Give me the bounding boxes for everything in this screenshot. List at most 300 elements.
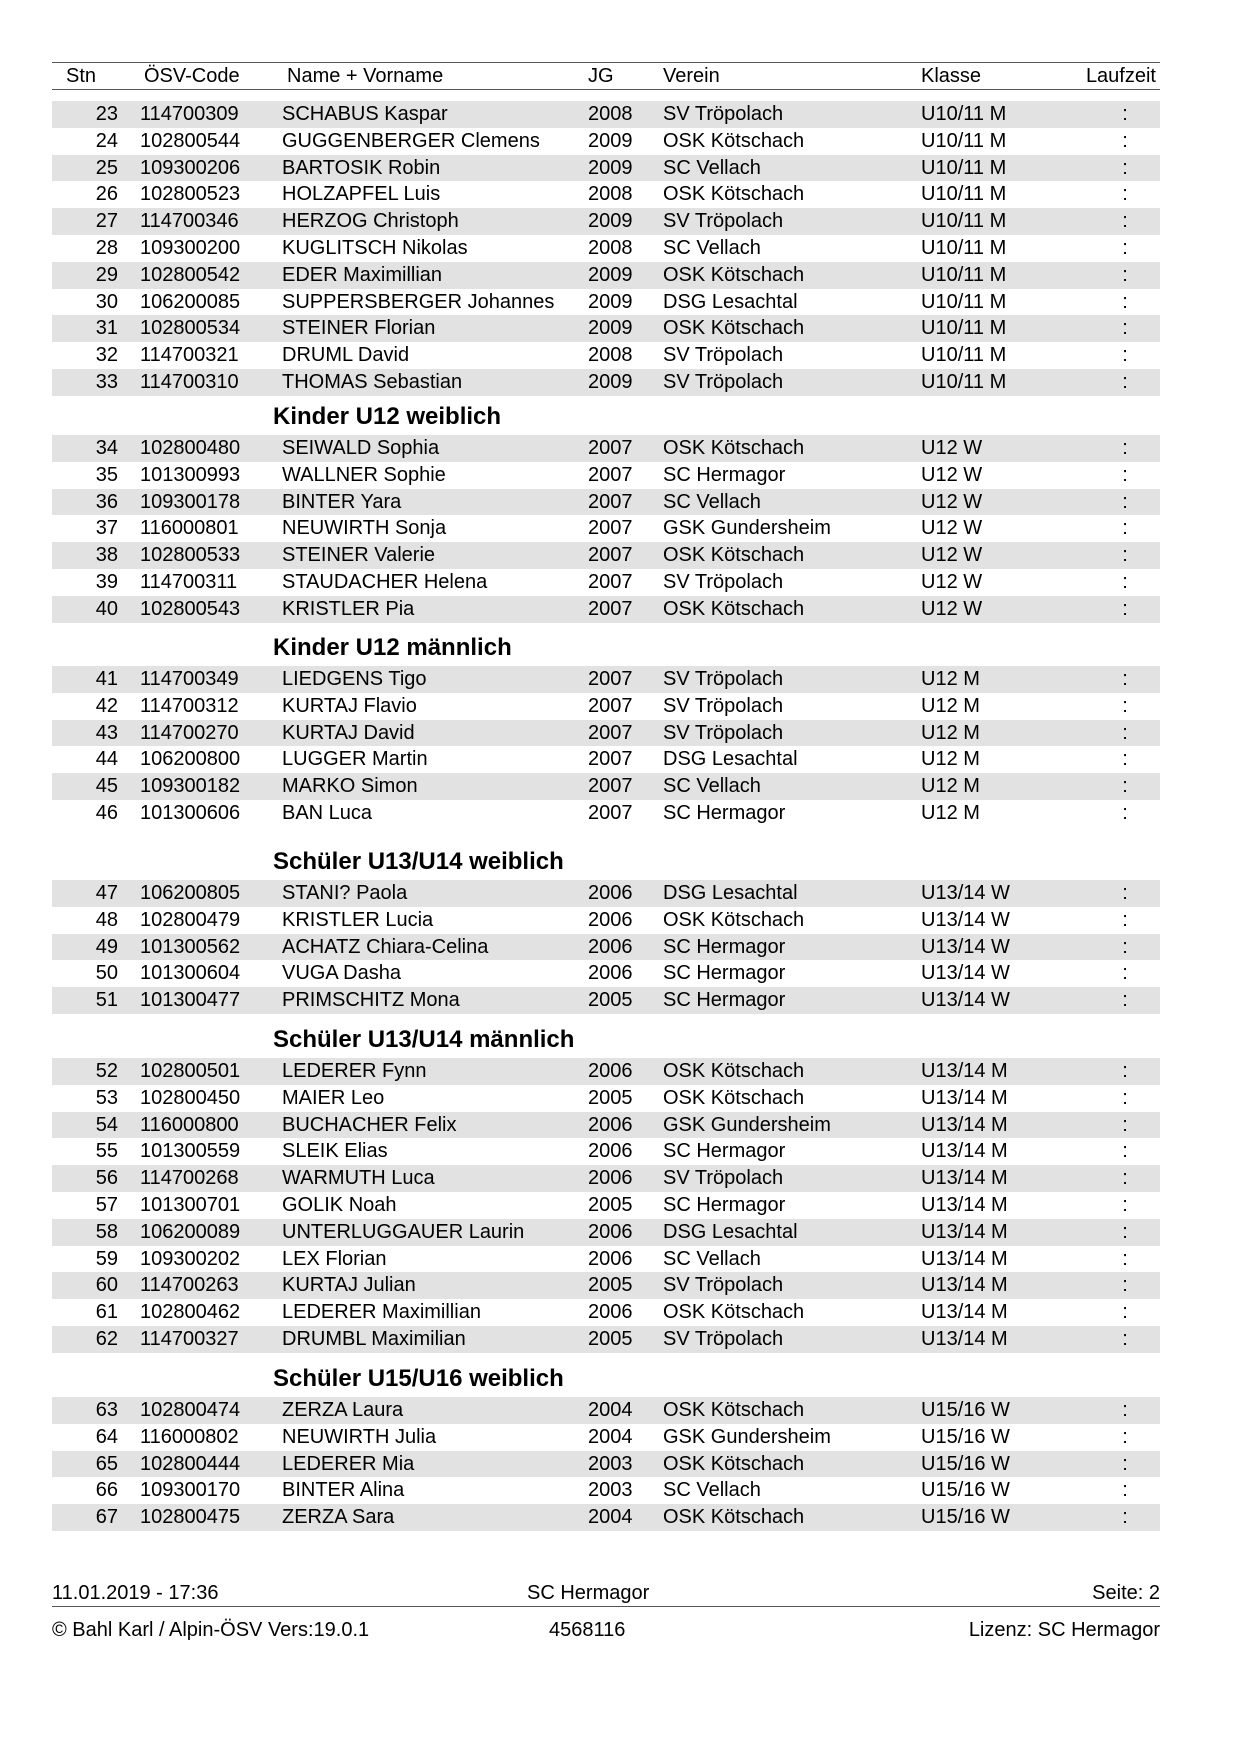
cell-klasse: U13/14 M bbox=[921, 1247, 1008, 1270]
cell-name: NEUWIRTH Sonja bbox=[282, 517, 447, 540]
table-row bbox=[52, 235, 1160, 262]
cell-jg: 2008 bbox=[588, 103, 633, 125]
cell-code: 101300993 bbox=[140, 463, 241, 486]
cell-name: KURTAJ Flavio bbox=[282, 694, 417, 717]
cell-code: 114700346 bbox=[140, 210, 239, 233]
cell-code: 102800544 bbox=[140, 129, 241, 152]
cell-laufzeit: : bbox=[1122, 801, 1128, 824]
cell-laufzeit: : bbox=[1122, 344, 1128, 367]
cell-klasse: U12 W bbox=[921, 463, 983, 486]
cell-verein: GSK Gundersheim bbox=[663, 517, 831, 540]
table-row bbox=[52, 569, 1160, 596]
group-title: Schüler U13/U14 weiblich bbox=[273, 848, 564, 875]
cell-verein: SC Hermagor bbox=[663, 935, 786, 958]
cell-code: 102800444 bbox=[140, 1452, 241, 1475]
table-row bbox=[52, 1477, 1160, 1504]
cell-code: 114700312 bbox=[140, 694, 239, 717]
cell-verein: DSG Lesachtal bbox=[663, 748, 798, 771]
table-row bbox=[52, 1246, 1160, 1273]
cell-name: MAIER Leo bbox=[282, 1086, 385, 1109]
cell-jg: 2006 bbox=[588, 1140, 633, 1163]
table-row bbox=[52, 1272, 1160, 1299]
cell-laufzeit: : bbox=[1122, 882, 1128, 904]
cell-name: STANI? Paola bbox=[282, 882, 408, 904]
header-code: ÖSV-Code bbox=[144, 65, 240, 87]
table-row bbox=[52, 1451, 1160, 1478]
cell-verein: OSK Kötschach bbox=[663, 1506, 805, 1529]
table-header bbox=[52, 63, 1160, 89]
cell-name: SLEIK Elias bbox=[282, 1140, 388, 1163]
cell-name: STEINER Florian bbox=[282, 317, 436, 340]
cell-laufzeit: : bbox=[1122, 775, 1128, 798]
cell-laufzeit: : bbox=[1122, 370, 1128, 393]
cell-klasse: U13/14 W bbox=[921, 962, 1010, 985]
cell-laufzeit: : bbox=[1122, 721, 1128, 744]
header-laufzeit: Laufzeit bbox=[1085, 65, 1156, 87]
header-verein: Verein bbox=[663, 65, 720, 87]
cell-verein: SC Vellach bbox=[663, 1479, 761, 1502]
table-row bbox=[52, 208, 1160, 235]
cell-code: 106200805 bbox=[140, 882, 241, 904]
cell-laufzeit: : bbox=[1122, 1327, 1128, 1350]
cell-stn: 49 bbox=[95, 935, 118, 958]
cell-klasse: U13/14 W bbox=[921, 935, 1010, 958]
cell-verein: SV Tröpolach bbox=[663, 694, 784, 717]
cell-jg: 2006 bbox=[588, 935, 633, 958]
table-row bbox=[52, 1138, 1160, 1165]
cell-jg: 2007 bbox=[588, 463, 633, 486]
table-row bbox=[52, 155, 1160, 182]
table-row bbox=[52, 720, 1160, 747]
cell-jg: 2007 bbox=[588, 694, 633, 717]
cell-name: BUCHACHER Felix bbox=[282, 1113, 457, 1136]
cell-name: LEDERER Fynn bbox=[282, 1060, 427, 1082]
cell-name: ZERZA Laura bbox=[282, 1399, 404, 1421]
cell-verein: SC Hermagor bbox=[663, 801, 786, 824]
cell-klasse: U13/14 M bbox=[921, 1193, 1008, 1216]
cell-stn: 48 bbox=[95, 908, 118, 931]
cell-code: 109300170 bbox=[140, 1479, 241, 1502]
cell-verein: SV Tröpolach bbox=[663, 721, 784, 744]
cell-code: 101300606 bbox=[140, 801, 241, 824]
cell-code: 102800475 bbox=[140, 1506, 241, 1529]
cell-name: KUGLITSCH Nikolas bbox=[282, 236, 468, 259]
cell-klasse: U13/14 M bbox=[921, 1167, 1008, 1190]
cell-jg: 2006 bbox=[588, 1167, 633, 1190]
footer-line-2 bbox=[52, 1617, 1160, 1643]
cell-name: NEUWIRTH Julia bbox=[282, 1425, 437, 1448]
cell-name: BINTER Yara bbox=[282, 490, 402, 513]
cell-stn: 52 bbox=[95, 1060, 118, 1082]
cell-name: BINTER Alina bbox=[282, 1479, 405, 1502]
cell-code: 102800450 bbox=[140, 1086, 241, 1109]
cell-name: LEDERER Mia bbox=[282, 1452, 415, 1475]
cell-jg: 2006 bbox=[588, 1220, 633, 1243]
cell-stn: 60 bbox=[95, 1274, 118, 1297]
cell-name: SEIWALD Sophia bbox=[282, 437, 440, 459]
cell-klasse: U10/11 M bbox=[921, 103, 1007, 125]
cell-verein: SV Tröpolach bbox=[663, 344, 784, 367]
cell-verein: DSG Lesachtal bbox=[663, 290, 798, 313]
cell-code: 102800462 bbox=[140, 1301, 241, 1324]
table-row bbox=[52, 800, 1160, 827]
cell-laufzeit: : bbox=[1122, 517, 1128, 540]
cell-laufzeit: : bbox=[1122, 1301, 1128, 1324]
header-jg: JG bbox=[588, 65, 614, 87]
cell-verein: OSK Kötschach bbox=[663, 1452, 805, 1475]
cell-name: WARMUTH Luca bbox=[282, 1167, 435, 1190]
cell-laufzeit: : bbox=[1122, 908, 1128, 931]
cell-stn: 54 bbox=[95, 1113, 118, 1136]
cell-verein: SC Vellach bbox=[663, 236, 761, 259]
cell-stn: 45 bbox=[95, 775, 118, 798]
cell-stn: 44 bbox=[95, 748, 118, 771]
cell-jg: 2005 bbox=[588, 1327, 633, 1350]
table-row bbox=[52, 1112, 1160, 1139]
cell-stn: 51 bbox=[95, 989, 118, 1012]
footer-organizer: SC Hermagor bbox=[527, 1582, 650, 1604]
cell-stn: 47 bbox=[95, 882, 118, 904]
cell-verein: SC Vellach bbox=[663, 156, 761, 179]
table-row bbox=[52, 934, 1160, 961]
cell-verein: SV Tröpolach bbox=[663, 103, 784, 125]
cell-code: 116000801 bbox=[140, 517, 239, 540]
cell-laufzeit: : bbox=[1122, 463, 1128, 486]
cell-name: PRIMSCHITZ Mona bbox=[282, 989, 460, 1012]
cell-klasse: U15/16 W bbox=[921, 1425, 1010, 1448]
cell-jg: 2004 bbox=[588, 1399, 633, 1421]
cell-stn: 53 bbox=[95, 1086, 118, 1109]
cell-code: 114700321 bbox=[140, 344, 239, 367]
cell-klasse: U10/11 M bbox=[921, 344, 1007, 367]
cell-stn: 65 bbox=[95, 1452, 118, 1475]
cell-klasse: U12 W bbox=[921, 437, 983, 459]
cell-laufzeit: : bbox=[1122, 156, 1128, 179]
cell-name: LEX Florian bbox=[282, 1247, 387, 1270]
table-row bbox=[52, 960, 1160, 987]
cell-code: 106200085 bbox=[140, 290, 241, 313]
cell-jg: 2008 bbox=[588, 344, 633, 367]
cell-stn: 32 bbox=[95, 344, 118, 367]
cell-code: 114700311 bbox=[140, 570, 238, 593]
cell-klasse: U13/14 M bbox=[921, 1060, 1008, 1082]
cell-jg: 2007 bbox=[588, 775, 633, 798]
cell-klasse: U13/14 M bbox=[921, 1327, 1008, 1350]
cell-jg: 2008 bbox=[588, 236, 633, 259]
cell-code: 102800474 bbox=[140, 1399, 241, 1421]
cell-jg: 2005 bbox=[588, 989, 633, 1012]
cell-jg: 2006 bbox=[588, 962, 633, 985]
cell-laufzeit: : bbox=[1122, 263, 1128, 286]
cell-verein: SC Hermagor bbox=[663, 989, 786, 1012]
cell-klasse: U10/11 M bbox=[921, 183, 1007, 206]
cell-verein: DSG Lesachtal bbox=[663, 882, 798, 904]
cell-verein: OSK Kötschach bbox=[663, 1060, 805, 1082]
cell-stn: 24 bbox=[95, 129, 118, 152]
cell-jg: 2007 bbox=[588, 544, 633, 567]
cell-laufzeit: : bbox=[1122, 1060, 1128, 1082]
cell-verein: SV Tröpolach bbox=[663, 1327, 784, 1350]
cell-jg: 2007 bbox=[588, 801, 633, 824]
table-row bbox=[52, 289, 1160, 316]
cell-name: LEDERER Maximillian bbox=[282, 1301, 481, 1324]
table-row bbox=[52, 369, 1160, 396]
cell-verein: SC Vellach bbox=[663, 490, 761, 513]
cell-code: 102800533 bbox=[140, 544, 241, 567]
cell-verein: SV Tröpolach bbox=[663, 1167, 784, 1190]
table-row bbox=[52, 596, 1160, 623]
cell-code: 102800501 bbox=[140, 1060, 241, 1082]
cell-code: 109300200 bbox=[140, 236, 241, 259]
footer-rule bbox=[52, 1606, 1160, 1607]
cell-verein: SC Vellach bbox=[663, 775, 761, 798]
cell-name: BAN Luca bbox=[282, 801, 373, 824]
cell-klasse: U10/11 M bbox=[921, 263, 1007, 286]
cell-laufzeit: : bbox=[1122, 1140, 1128, 1163]
cell-klasse: U13/14 W bbox=[921, 908, 1010, 931]
cell-jg: 2009 bbox=[588, 210, 633, 233]
cell-klasse: U10/11 M bbox=[921, 129, 1007, 152]
cell-klasse: U12 W bbox=[921, 570, 983, 593]
cell-code: 114700349 bbox=[140, 668, 239, 690]
cell-jg: 2009 bbox=[588, 263, 633, 286]
cell-code: 109300182 bbox=[140, 775, 241, 798]
table-row bbox=[52, 342, 1160, 369]
cell-klasse: U10/11 M bbox=[921, 236, 1007, 259]
cell-code: 101300559 bbox=[140, 1140, 241, 1163]
cell-klasse: U13/14 W bbox=[921, 989, 1010, 1012]
table-row bbox=[52, 262, 1160, 289]
cell-code: 109300206 bbox=[140, 156, 241, 179]
cell-jg: 2009 bbox=[588, 290, 633, 313]
cell-laufzeit: : bbox=[1122, 989, 1128, 1012]
cell-klasse: U12 M bbox=[921, 748, 980, 771]
cell-laufzeit: : bbox=[1122, 1113, 1128, 1136]
cell-laufzeit: : bbox=[1122, 1452, 1128, 1475]
cell-klasse: U15/16 W bbox=[921, 1452, 1010, 1475]
cell-stn: 62 bbox=[95, 1327, 118, 1350]
cell-jg: 2006 bbox=[588, 1060, 633, 1082]
cell-jg: 2004 bbox=[588, 1506, 633, 1529]
result-group bbox=[52, 101, 1160, 396]
table-row bbox=[52, 515, 1160, 542]
cell-code: 102800523 bbox=[140, 183, 241, 206]
cell-klasse: U13/14 M bbox=[921, 1113, 1008, 1136]
cell-verein: OSK Kötschach bbox=[663, 1399, 805, 1421]
cell-verein: SC Hermagor bbox=[663, 463, 786, 486]
table-row bbox=[52, 542, 1160, 569]
cell-laufzeit: : bbox=[1122, 694, 1128, 717]
cell-code: 114700310 bbox=[140, 370, 239, 393]
table-row bbox=[52, 101, 1160, 128]
cell-laufzeit: : bbox=[1122, 129, 1128, 152]
cell-jg: 2006 bbox=[588, 1247, 633, 1270]
cell-jg: 2006 bbox=[588, 908, 633, 931]
cell-laufzeit: : bbox=[1122, 290, 1128, 313]
table-row bbox=[52, 1326, 1160, 1353]
cell-verein: SC Vellach bbox=[663, 1247, 761, 1270]
footer-line-1 bbox=[52, 1580, 1160, 1606]
cell-klasse: U15/16 W bbox=[921, 1506, 1010, 1529]
cell-code: 101300604 bbox=[140, 962, 241, 985]
cell-jg: 2003 bbox=[588, 1479, 633, 1502]
cell-laufzeit: : bbox=[1122, 236, 1128, 259]
cell-klasse: U12 W bbox=[921, 517, 983, 540]
cell-name: EDER Maximillian bbox=[282, 263, 443, 286]
cell-name: GOLIK Noah bbox=[282, 1193, 397, 1216]
cell-code: 109300178 bbox=[140, 490, 241, 513]
cell-jg: 2007 bbox=[588, 570, 633, 593]
cell-verein: OSK Kötschach bbox=[663, 1301, 805, 1324]
cell-stn: 55 bbox=[95, 1140, 118, 1163]
cell-name: SCHABUS Kaspar bbox=[282, 103, 448, 125]
cell-stn: 39 bbox=[95, 570, 118, 593]
cell-laufzeit: : bbox=[1122, 748, 1128, 771]
cell-stn: 31 bbox=[95, 317, 118, 340]
cell-laufzeit: : bbox=[1122, 210, 1128, 233]
cell-stn: 29 bbox=[95, 263, 118, 286]
cell-laufzeit: : bbox=[1122, 1479, 1128, 1502]
cell-laufzeit: : bbox=[1122, 490, 1128, 513]
cell-stn: 58 bbox=[95, 1220, 118, 1243]
cell-jg: 2006 bbox=[588, 1113, 633, 1136]
cell-verein: OSK Kötschach bbox=[663, 317, 805, 340]
cell-name: ACHATZ Chiara-Celina bbox=[282, 935, 489, 958]
cell-code: 114700327 bbox=[140, 1327, 239, 1350]
cell-jg: 2007 bbox=[588, 748, 633, 771]
cell-jg: 2009 bbox=[588, 129, 633, 152]
cell-laufzeit: : bbox=[1122, 1506, 1128, 1529]
cell-jg: 2007 bbox=[588, 597, 633, 620]
cell-code: 102800542 bbox=[140, 263, 241, 286]
cell-stn: 23 bbox=[95, 103, 118, 125]
cell-laufzeit: : bbox=[1122, 1086, 1128, 1109]
cell-stn: 28 bbox=[95, 236, 118, 259]
table-row bbox=[52, 693, 1160, 720]
cell-stn: 43 bbox=[95, 721, 118, 744]
cell-laufzeit: : bbox=[1122, 1425, 1128, 1448]
cell-code: 106200800 bbox=[140, 748, 241, 771]
cell-klasse: U12 M bbox=[921, 775, 980, 798]
cell-stn: 63 bbox=[95, 1399, 118, 1421]
cell-stn: 25 bbox=[95, 156, 118, 179]
cell-jg: 2006 bbox=[588, 1301, 633, 1324]
cell-jg: 2008 bbox=[588, 183, 633, 206]
cell-code: 102800543 bbox=[140, 597, 241, 620]
cell-verein: SV Tröpolach bbox=[663, 370, 784, 393]
group-title: Schüler U13/U14 männlich bbox=[273, 1026, 575, 1053]
table-row bbox=[52, 1504, 1160, 1531]
cell-code: 101300701 bbox=[140, 1193, 241, 1216]
cell-name: SUPPERSBERGER Johannes bbox=[282, 290, 555, 313]
cell-jg: 2007 bbox=[588, 490, 633, 513]
cell-verein: SV Tröpolach bbox=[663, 210, 784, 233]
cell-code: 102800479 bbox=[140, 908, 241, 931]
cell-name: STEINER Valerie bbox=[282, 544, 436, 567]
table-row bbox=[52, 1085, 1160, 1112]
cell-code: 109300202 bbox=[140, 1247, 241, 1270]
cell-stn: 38 bbox=[95, 544, 118, 567]
cell-code: 116000800 bbox=[140, 1113, 239, 1136]
group-title: Kinder U12 weiblich bbox=[273, 403, 502, 430]
cell-verein: SV Tröpolach bbox=[663, 1274, 784, 1297]
cell-jg: 2005 bbox=[588, 1274, 633, 1297]
cell-stn: 41 bbox=[95, 668, 118, 690]
cell-name: UNTERLUGGAUER Laurin bbox=[282, 1220, 525, 1243]
cell-klasse: U12 M bbox=[921, 694, 980, 717]
cell-laufzeit: : bbox=[1122, 597, 1128, 620]
table-row bbox=[52, 181, 1160, 208]
cell-klasse: U10/11 M bbox=[921, 156, 1007, 179]
table-row bbox=[52, 315, 1160, 342]
cell-stn: 61 bbox=[95, 1301, 118, 1324]
cell-stn: 33 bbox=[95, 370, 118, 393]
cell-stn: 59 bbox=[95, 1247, 118, 1270]
cell-name: ZERZA Sara bbox=[282, 1506, 395, 1529]
cell-stn: 30 bbox=[95, 290, 118, 313]
table-row bbox=[52, 1424, 1160, 1451]
cell-stn: 46 bbox=[95, 801, 118, 824]
cell-klasse: U13/14 M bbox=[921, 1274, 1008, 1297]
cell-klasse: U13/14 M bbox=[921, 1220, 1008, 1243]
cell-code: 102800534 bbox=[140, 317, 241, 340]
cell-verein: OSK Kötschach bbox=[663, 263, 805, 286]
header-stn: Stn bbox=[66, 65, 97, 87]
cell-stn: 64 bbox=[95, 1425, 118, 1448]
table-row bbox=[52, 666, 1160, 693]
cell-klasse: U12 M bbox=[921, 668, 980, 690]
table-row bbox=[52, 128, 1160, 155]
cell-klasse: U13/14 W bbox=[921, 882, 1010, 904]
cell-klasse: U12 M bbox=[921, 801, 980, 824]
cell-klasse: U12 W bbox=[921, 544, 983, 567]
table-row bbox=[52, 1058, 1160, 1085]
footer-page-number: Seite: 2 bbox=[1092, 1582, 1160, 1604]
cell-laufzeit: : bbox=[1122, 437, 1128, 459]
cell-verein: DSG Lesachtal bbox=[663, 1220, 798, 1243]
cell-laufzeit: : bbox=[1122, 1274, 1128, 1297]
cell-stn: 35 bbox=[95, 463, 118, 486]
cell-code: 116000802 bbox=[140, 1425, 239, 1448]
cell-code: 102800480 bbox=[140, 437, 241, 459]
footer-license: Lizenz: SC Hermagor bbox=[968, 1619, 1160, 1641]
cell-name: DRUMBL Maximilian bbox=[282, 1327, 466, 1350]
cell-name: DRUML David bbox=[282, 344, 410, 367]
table-row bbox=[52, 746, 1160, 773]
cell-code: 101300562 bbox=[140, 935, 241, 958]
cell-code: 114700263 bbox=[140, 1274, 239, 1297]
cell-jg: 2003 bbox=[588, 1452, 633, 1475]
cell-name: KRISTLER Lucia bbox=[282, 908, 434, 931]
cell-stn: 34 bbox=[95, 437, 118, 459]
cell-verein: OSK Kötschach bbox=[663, 908, 805, 931]
cell-klasse: U15/16 W bbox=[921, 1479, 1010, 1502]
table-row bbox=[52, 907, 1160, 934]
cell-laufzeit: : bbox=[1122, 935, 1128, 958]
cell-klasse: U12 W bbox=[921, 490, 983, 513]
cell-jg: 2006 bbox=[588, 882, 633, 904]
table-row bbox=[52, 1165, 1160, 1192]
cell-jg: 2009 bbox=[588, 370, 633, 393]
result-group bbox=[52, 401, 1160, 623]
table-row bbox=[52, 987, 1160, 1014]
cell-verein: OSK Kötschach bbox=[663, 597, 805, 620]
cell-verein: OSK Kötschach bbox=[663, 544, 805, 567]
cell-name: KURTAJ David bbox=[282, 721, 415, 744]
cell-klasse: U13/14 M bbox=[921, 1301, 1008, 1324]
cell-name: STAUDACHER Helena bbox=[282, 570, 488, 593]
cell-laufzeit: : bbox=[1122, 544, 1128, 567]
